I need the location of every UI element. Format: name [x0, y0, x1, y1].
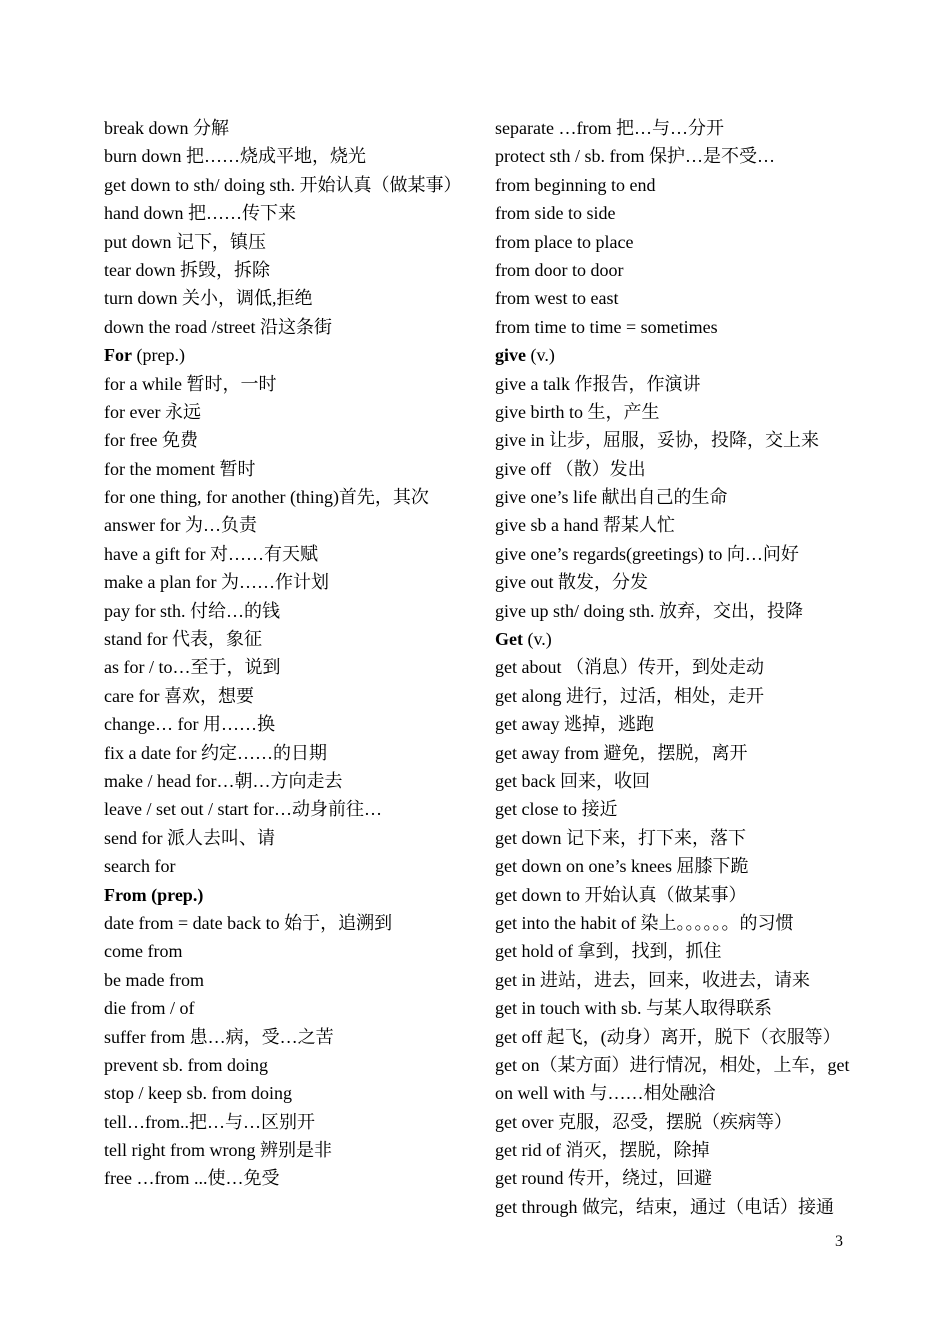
vocab-entry	[104, 142, 464, 170]
vocab-entry	[104, 256, 464, 284]
vocab-entry	[495, 881, 855, 909]
vocab-entry	[495, 483, 855, 511]
vocab-entry	[104, 625, 464, 653]
entry-text: get away 逃掉，逃跑	[495, 714, 654, 735]
vocab-entry	[104, 767, 464, 795]
entry-text: make a plan for 为……作计划	[104, 572, 329, 593]
entry-text: get over 克服，忍受，摆脱（疾病等）	[495, 1111, 792, 1132]
entry-text: put down 记下，镇压	[104, 231, 266, 252]
entry-text: leave / set out / start for…动身前往…	[104, 799, 382, 820]
entry-text: pay for sth. 付给…的钱	[104, 600, 280, 621]
entry-text: stop / keep sb. from doing	[104, 1083, 292, 1104]
entry-text: for ever 永远	[104, 401, 201, 422]
vocab-entry	[495, 228, 855, 256]
entry-text: from door to door	[495, 259, 624, 280]
vocab-entry	[495, 767, 855, 795]
vocab-entry	[104, 540, 464, 568]
vocab-entry	[495, 852, 855, 880]
vocab-entry	[104, 653, 464, 681]
vocab-entry	[104, 795, 464, 823]
entry-text: date from = date back to 始于，追溯到	[104, 912, 393, 933]
vocab-entry	[495, 909, 855, 937]
vocab-entry	[104, 852, 464, 880]
entry-part-of-speech: (v.)	[526, 345, 555, 366]
entry-text: get close to 接近	[495, 799, 618, 820]
vocab-entry	[104, 710, 464, 738]
right-column	[495, 114, 855, 1221]
entry-text: get rid of 消灭，摆脱，除掉	[495, 1140, 710, 1161]
vocab-entry	[104, 341, 464, 369]
vocab-entry	[495, 426, 855, 454]
entry-text: burn down 把……烧成平地，烧光	[104, 146, 366, 167]
vocab-entry	[495, 710, 855, 738]
vocab-entry	[104, 739, 464, 767]
vocab-entry	[495, 199, 855, 227]
vocab-entry	[495, 398, 855, 426]
entry-text: change… for 用……换	[104, 714, 275, 735]
entry-text: get round 传开，绕过，回避	[495, 1168, 712, 1189]
vocab-entry	[495, 1136, 855, 1164]
entry-text: give out 散发，分发	[495, 572, 648, 593]
entry-text: get off 起飞，(动身）离开，脱下（衣服等）	[495, 1026, 841, 1047]
entry-text: have a gift for 对……有天赋	[104, 543, 318, 564]
vocab-entry	[104, 511, 464, 539]
left-column	[104, 114, 464, 1193]
entry-text: down the road /street 沿这条街	[104, 316, 332, 337]
entry-text: fix a date for 约定……的日期	[104, 742, 327, 763]
entry-text: answer for 为…负责	[104, 515, 257, 536]
entry-text: give birth to 生，产生	[495, 401, 660, 422]
vocab-entry	[104, 114, 464, 142]
entry-text: give sb a hand 帮某人忙	[495, 515, 675, 536]
entry-text: search for	[104, 856, 176, 877]
entry-text: get away from 避免，摆脱，离开	[495, 742, 748, 763]
vocab-entry	[104, 881, 464, 909]
entry-text: tell right from wrong 辨别是非	[104, 1140, 332, 1161]
vocab-entry	[495, 966, 855, 994]
entry-text: get down to sth/ doing sth. 开始认真（做某事）	[104, 174, 462, 195]
entry-text: come from	[104, 941, 183, 962]
entry-text: For	[104, 345, 132, 366]
entry-text: get down 记下来，打下来，落下	[495, 827, 746, 848]
entry-text: give in 让步，屈服，妥协，投降，交上来	[495, 430, 819, 451]
vocab-entry	[104, 426, 464, 454]
vocab-entry	[104, 1108, 464, 1136]
entry-text: break down 分解	[104, 118, 229, 138]
entry-text: get in 进站，进去，回来，收进去，请来	[495, 969, 810, 990]
entry-text: get about （消息）传开，到处走动	[495, 657, 764, 678]
entry-text: get along 进行，过活，相处，走开	[495, 685, 764, 706]
entry-text: tell…from..把…与…区别开	[104, 1111, 315, 1132]
vocab-entry	[104, 824, 464, 852]
vocab-entry	[104, 199, 464, 227]
entry-text: protect sth / sb. from 保护…是不受…	[495, 146, 775, 167]
entry-text: get through 做完，结束，通过（电话）接通	[495, 1196, 834, 1217]
vocab-entry	[104, 455, 464, 483]
entry-text: get in touch with sb. 与某人取得联系	[495, 998, 772, 1019]
entry-text: from west to east	[495, 288, 619, 309]
vocab-entry	[495, 1108, 855, 1136]
vocab-entry	[495, 1023, 855, 1051]
entry-text: care for 喜欢，想要	[104, 685, 254, 706]
vocab-entry	[495, 653, 855, 681]
entry-text: suffer from 患…病，受…之苦	[104, 1026, 334, 1047]
entry-text: for free 免费	[104, 430, 198, 451]
entry-text: give one’s regards(greetings) to 向…问好	[495, 543, 799, 564]
entry-text: give one’s life 献出自己的生命	[495, 487, 728, 508]
vocab-entry	[104, 228, 464, 256]
entry-text: send for 派人去叫、请	[104, 827, 275, 848]
entry-text: tear down 拆毁，拆除	[104, 259, 270, 280]
vocab-entry	[495, 370, 855, 398]
entry-text: make / head for…朝…方向走去	[104, 771, 343, 791]
vocab-entry	[495, 937, 855, 965]
vocab-entry	[104, 1023, 464, 1051]
vocab-entry	[104, 568, 464, 596]
entry-text: from place to place	[495, 231, 634, 252]
vocab-entry	[495, 625, 855, 653]
entry-text: turn down 关小，调低,拒绝	[104, 288, 313, 309]
vocab-entry	[495, 682, 855, 710]
vocab-entry	[495, 256, 855, 284]
vocab-entry	[495, 597, 855, 625]
entry-text: stand for 代表，象征	[104, 629, 262, 650]
entry-text: get into the habit of 染上。。。。。。的习惯	[495, 912, 794, 933]
vocab-entry	[104, 682, 464, 710]
vocab-entry	[495, 1193, 855, 1221]
vocab-entry	[104, 398, 464, 426]
vocab-entry	[495, 455, 855, 483]
vocab-entry	[495, 171, 855, 199]
vocab-entry	[104, 1079, 464, 1107]
vocab-entry	[495, 1051, 855, 1108]
vocab-entry	[495, 994, 855, 1022]
entry-text: for one thing, for another (thing)首先，其次	[104, 487, 429, 508]
vocab-entry	[495, 739, 855, 767]
vocab-entry	[104, 483, 464, 511]
entry-text: give off （散）发出	[495, 458, 646, 479]
entry-text: for a while 暂时，一时	[104, 373, 277, 394]
vocab-entry	[104, 909, 464, 937]
vocab-entry	[104, 597, 464, 625]
entry-text: hand down 把……传下来	[104, 203, 296, 224]
vocab-entry	[495, 341, 855, 369]
vocab-entry	[495, 313, 855, 341]
vocab-entry	[104, 1051, 464, 1079]
entry-text: be made from	[104, 969, 204, 990]
entry-text: give up sth/ doing sth. 放弃，交出，投降	[495, 600, 804, 621]
entry-text: get back 回来，收回	[495, 770, 650, 791]
entry-text: separate …from 把…与…分开	[495, 118, 724, 138]
vocab-entry	[495, 795, 855, 823]
vocab-entry	[495, 511, 855, 539]
entry-text: from time to time = sometimes	[495, 316, 718, 337]
entry-text: get on（某方面）进行情况，相处，上车，get on well with 与……相处融洽	[495, 1054, 850, 1104]
vocab-entry	[495, 114, 855, 142]
entry-part-of-speech: (prep.)	[131, 345, 185, 366]
entry-text: get down on one’s knees 屈膝下跪	[495, 856, 749, 877]
vocab-entry	[104, 937, 464, 965]
entry-text: get hold of 拿到，找到，抓住	[495, 941, 722, 962]
vocab-entry	[495, 284, 855, 312]
entry-text: give a talk 作报告，作演讲	[495, 373, 701, 394]
entry-text: as for / to…至于，说到	[104, 657, 281, 678]
vocab-entry	[104, 1164, 464, 1192]
entry-text: from side to side	[495, 203, 616, 224]
entry-part-of-speech: (v.)	[522, 629, 552, 650]
entry-text: from beginning to end	[495, 174, 656, 195]
vocab-entry	[495, 1164, 855, 1192]
vocab-entry	[104, 1136, 464, 1164]
vocab-entry	[104, 370, 464, 398]
entry-text: From (prep.)	[104, 884, 204, 905]
vocab-entry	[495, 142, 855, 170]
entry-text: free …from ...使…免受	[104, 1168, 280, 1189]
entry-text: Get	[495, 629, 523, 650]
vocab-entry	[104, 171, 464, 199]
entry-text: give	[495, 345, 526, 366]
page-number: 3	[835, 1233, 843, 1250]
entry-text: die from / of	[104, 998, 195, 1019]
vocab-entry	[495, 540, 855, 568]
vocab-entry	[104, 994, 464, 1022]
entry-text: for the moment 暂时	[104, 458, 256, 479]
vocab-entry	[104, 284, 464, 312]
entry-text: get down to 开始认真（做某事）	[495, 884, 747, 905]
vocab-entry	[104, 966, 464, 994]
vocab-entry	[495, 824, 855, 852]
vocab-entry	[104, 313, 464, 341]
entry-text: prevent sb. from doing	[104, 1054, 268, 1075]
vocab-entry	[495, 568, 855, 596]
